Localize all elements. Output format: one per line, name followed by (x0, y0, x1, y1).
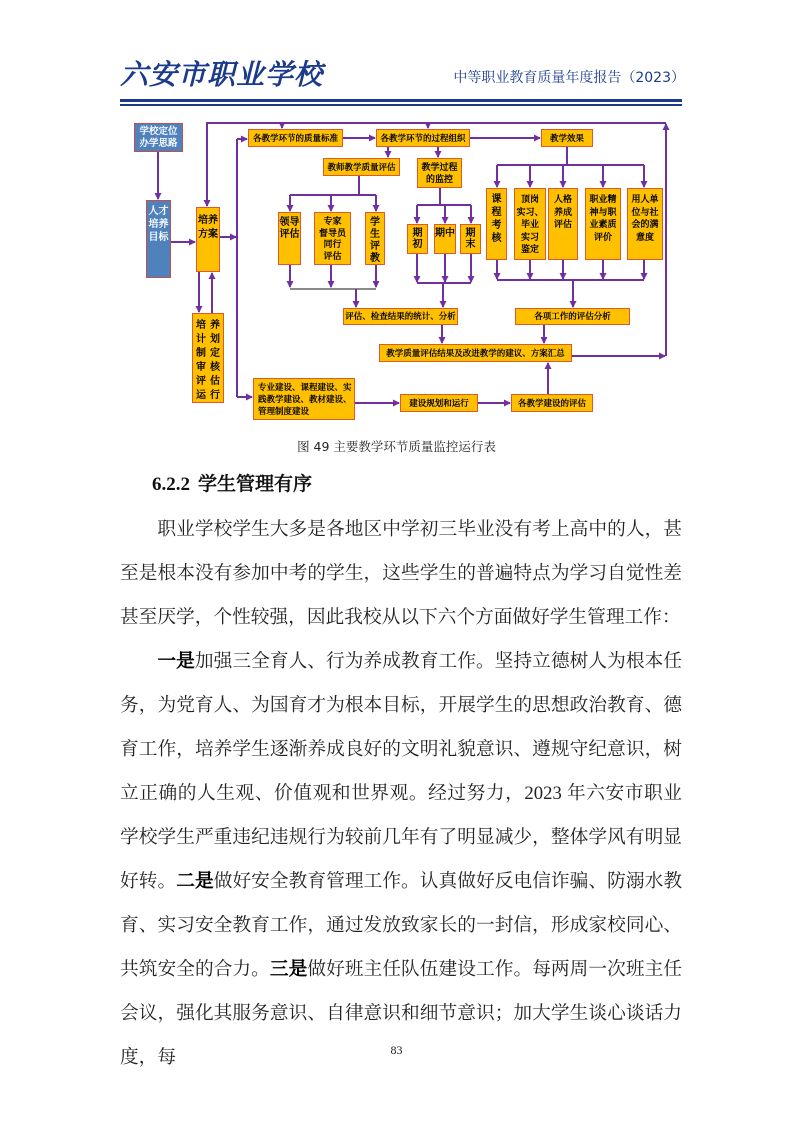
box-quality-standard: 各教学环节的质量标准 (248, 129, 343, 147)
emphasis-second: 二是 (176, 871, 214, 892)
box-internship-appraisal: 顶岗 实习、 毕业 实习 鉴定 (514, 188, 546, 260)
emphasis-first: 一是 (157, 651, 195, 672)
box-course-assessment: 课程考核 (486, 188, 507, 260)
report-title: 中等职业教育质量年度报告（2023） (453, 70, 685, 86)
box-stats-analysis: 评估、检查结果的统计、分析 (343, 308, 458, 325)
box-process-monitoring: 教学过程 的监控 (417, 158, 462, 188)
box-training-plan: 培养方案 (196, 207, 220, 272)
paragraph-text: 做好安全教育管理工作。认真做好反电信诈骗、防溺水教育、实习安全教育工作，通过发放致家长的一封信，形成家校同心、共筑安全的合力。 (120, 871, 683, 980)
box-term-mid: 期中 (434, 224, 456, 254)
box-professional-spirit-eval: 职业精 神与职 业素质 评价 (585, 188, 621, 260)
body-text (120, 508, 682, 1080)
box-plan-review (192, 313, 224, 403)
box-construction-items: 专业建设、课程建设、实 践教学建设、教材建设、 管理制度建设 (253, 378, 355, 420)
paragraph-text: 加强三全育人、行为养成教育工作。坚持立德树人为根本任务，为党育人、为国育才为根本目标，开展学生的思想政治教育、德育工作，培养学生逐渐养成良好的文明礼貌意识、遵规守纪意识，树立正确的人生观、价值观和世界观。经过努力，2023 年六安市职业学校学生严重违纪违规行为较前几年有了明显减少，整体学风有明显好转。 (120, 651, 683, 892)
box-leader-eval: 领导评估 (278, 212, 301, 265)
quality-monitoring-flowchart (0, 0, 793, 440)
box-teaching-effect: 教学效果 (541, 129, 593, 147)
box-employer-satisfaction: 用人单 位与社 会的满 意度 (627, 188, 663, 260)
flowchart-connectors (0, 0, 793, 440)
section-title: 学生管理有序 (198, 474, 313, 495)
plan-review-col-2: 养划定核估行 (210, 320, 220, 401)
box-construction-plan: 建设规划和运行 (400, 394, 478, 412)
paragraph-text: 做好班主任队伍建设工作。每两周一次班主任会议，强化其服务意识、自律意识和细节意识；加大学生谈心谈话力度，每 (120, 959, 683, 1068)
page-number: 83 (390, 1043, 403, 1057)
school-logo-title: 六安市职业学校 (120, 60, 324, 91)
paragraph (120, 640, 682, 1080)
section-number: 6.2.2 (152, 474, 190, 495)
paragraph-text: 职业学校学生大多是各地区中学初三毕业没有考上高中的人，甚至是根本没有参加中考的学生，这些学生的普遍特点为学习自觉性差甚至厌学，个性较强，因此我校从以下六个方面做好学生管理工作： (120, 519, 682, 628)
box-process-organization: 各教学环节的过程组织 (376, 129, 470, 147)
box-school-positioning: 学校定位 办学思路 (134, 123, 183, 152)
box-term-start: 期初 (407, 224, 428, 254)
box-teacher-quality-eval: 教师教学质量评估 (323, 158, 400, 176)
box-work-eval-analysis: 各项工作的评估分析 (515, 308, 630, 325)
box-student-eval: 学生评教 (365, 212, 385, 265)
box-personality-eval: 人格 养成 评估 (548, 188, 578, 260)
box-expert-peer-eval: 专家 督导员 同行 评估 (314, 212, 351, 265)
box-summary: 教学质量评估结果及改进教学的建议、方案汇总 (379, 344, 572, 362)
section-heading (152, 472, 312, 498)
paragraph (120, 508, 682, 640)
box-term-end: 期末 (460, 224, 481, 254)
monitoring-stem (417, 188, 471, 205)
effect-stem (497, 147, 644, 165)
figure-caption: 图 49 主要教学环节质量监控运行表 (297, 439, 496, 454)
box-construction-eval: 各教学建设的评估 (511, 394, 593, 412)
plan-review-col-1: 培计制审评运 (196, 320, 206, 401)
box-talent-goal: 人才培养目标 (146, 200, 171, 278)
teacher-eval-stem (290, 176, 376, 195)
emphasis-third: 三是 (269, 959, 308, 980)
